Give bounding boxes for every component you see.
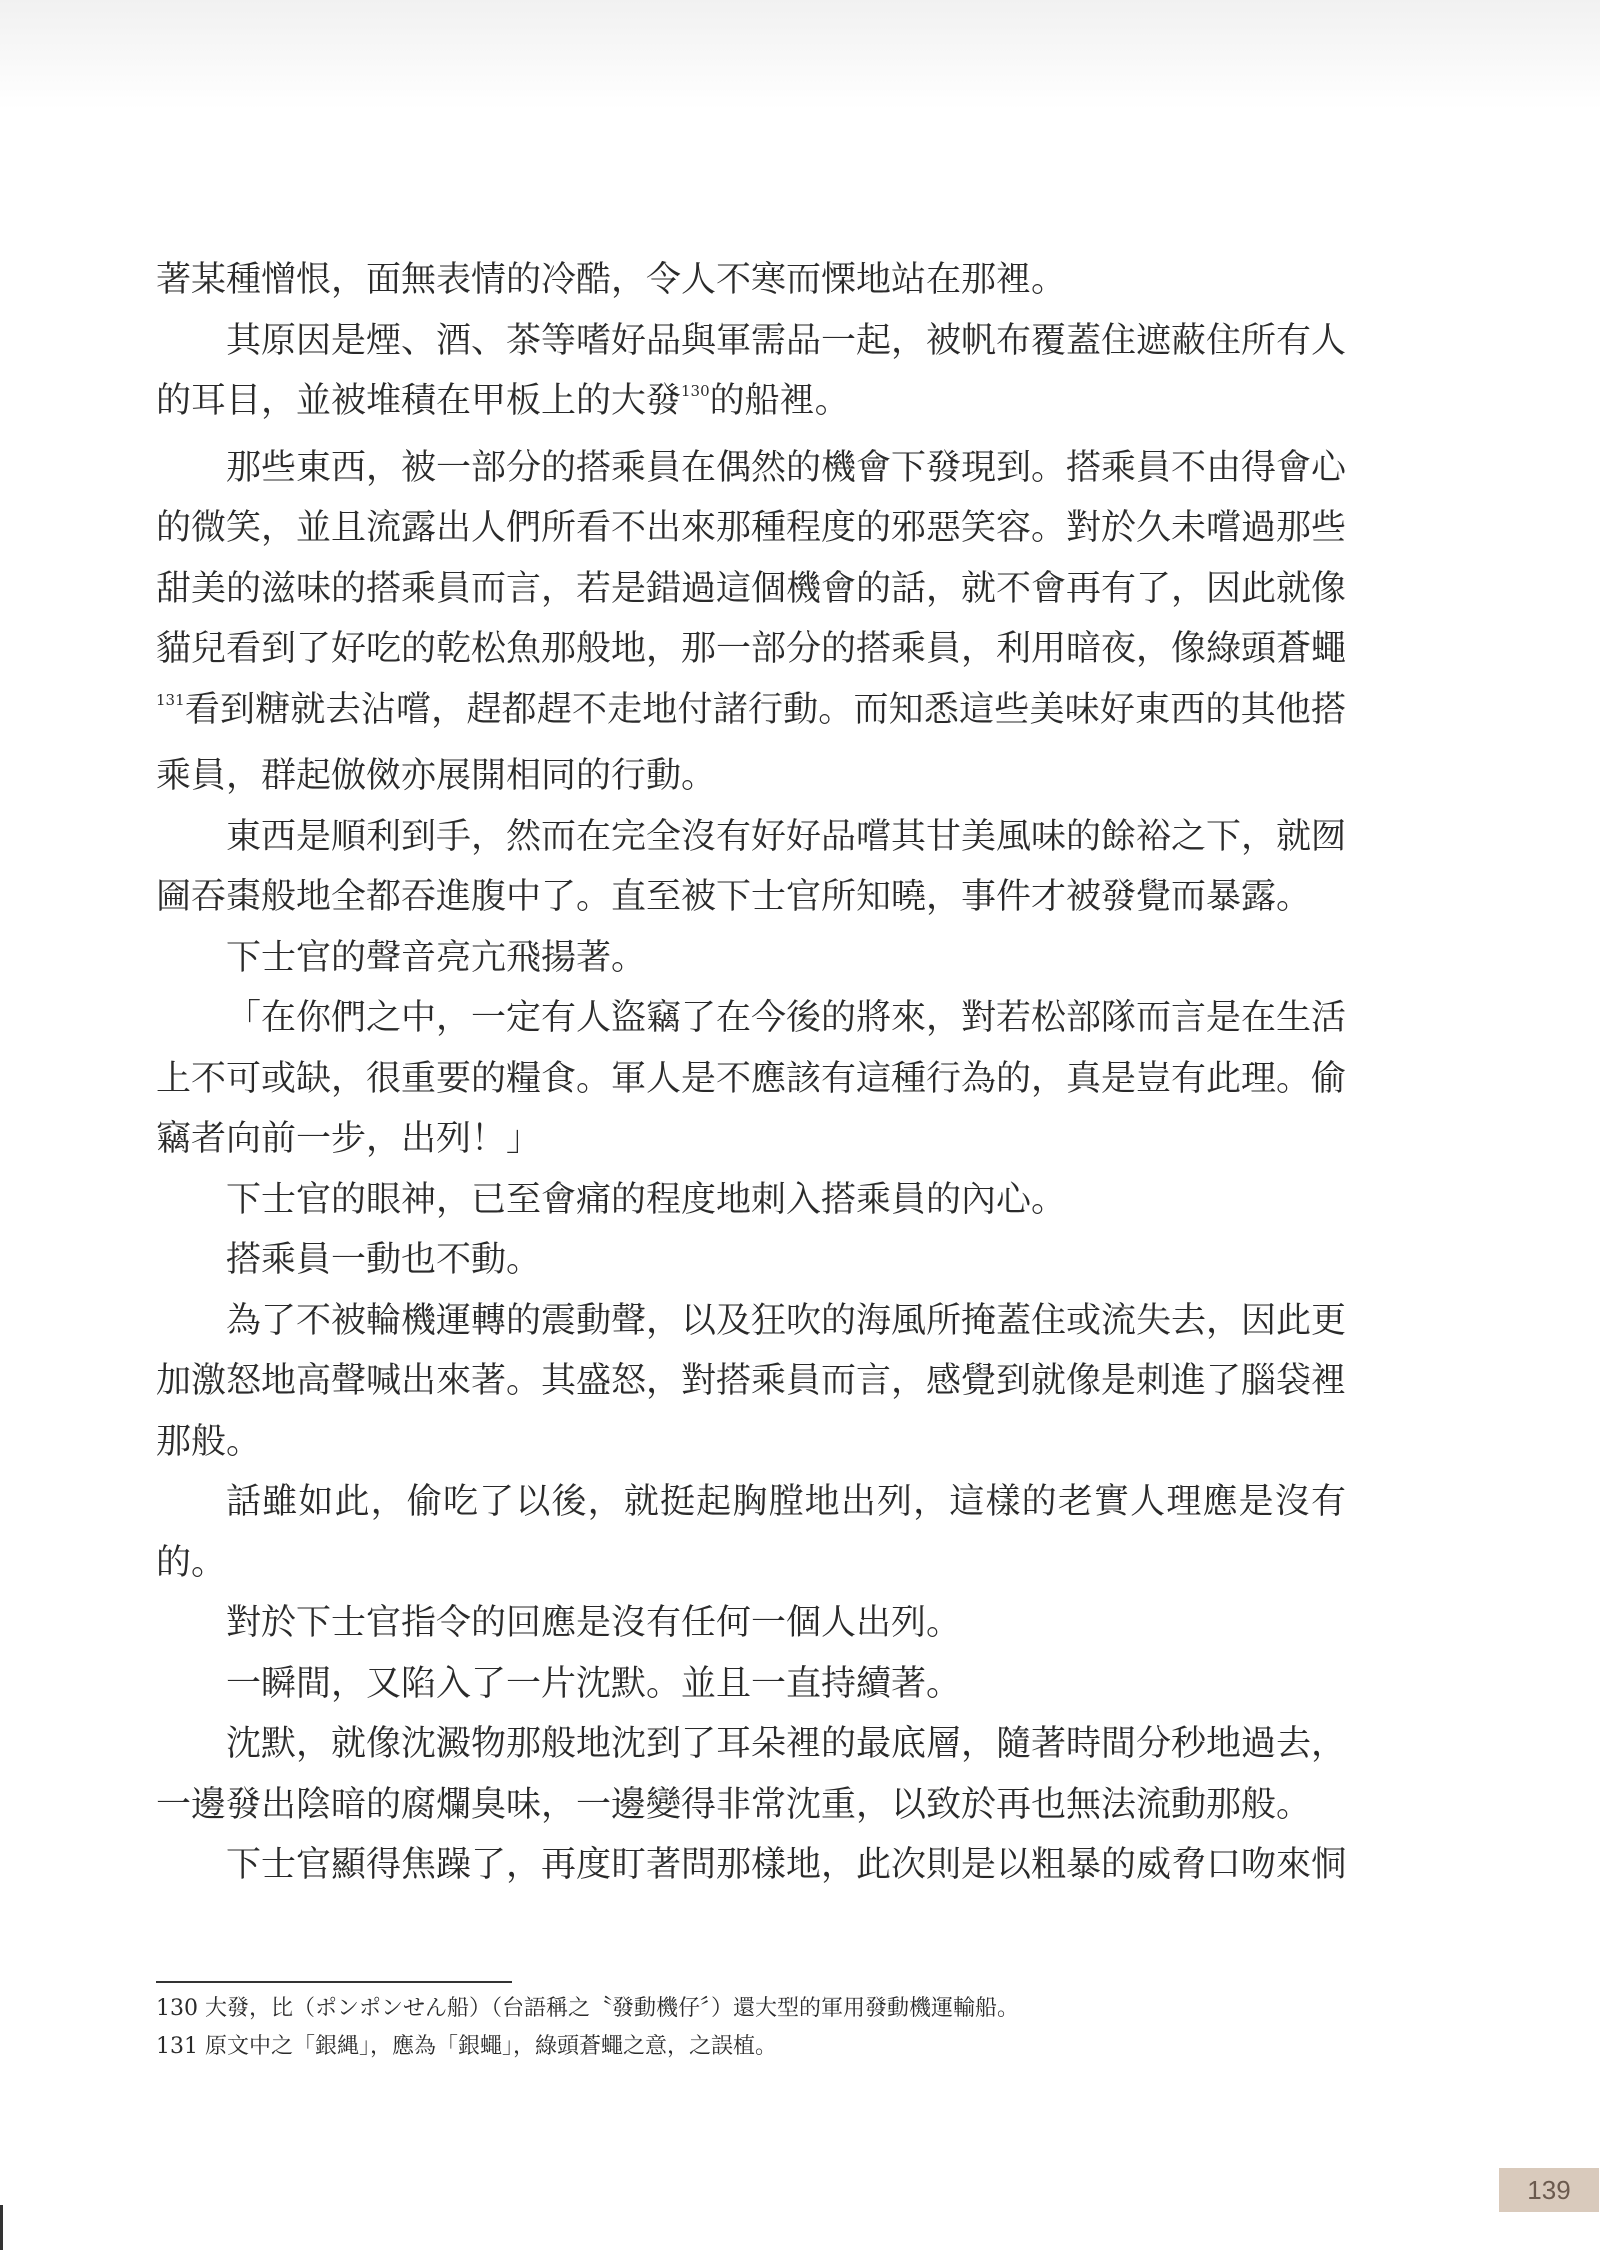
paragraph: 一瞬間，又陷入了一片沈默。並且一直持續著。: [226, 1663, 962, 1704]
body-text: [156, 250, 1346, 1896]
paragraph: 東西是順利到手，然而在完全沒有好好品嚐其甘美風味的餘裕之下，就囫圇吞棗般地全都吞進腹中了。直至被下士官所知曉，事件才被發覺而暴露。: [156, 816, 1347, 917]
footnotes: [156, 1990, 1306, 2066]
footnote-ref-130: 130: [681, 382, 710, 400]
paragraph: 為了不被輪機運轉的震動聲，以及狂吹的海風所掩蓋住或流失去，因此更加激怒地高聲喊出來著。其盛怒，對搭乘員而言，感覺到就像是刺進了腦袋裡那般。: [156, 1300, 1347, 1462]
paragraph: 沈默，就像沈澱物那般地沈到了耳朵裡的最底層，隨著時間分秒地過去，一邊發出陰暗的腐爛臭味，一邊變得非常沈重，以致於再也無法流動那般。: [156, 1724, 1347, 1825]
paragraph: 其原因是煙、酒、茶等嗜好品與軍需品一起，被帆布覆蓋住遮蔽住所有人的耳目，並被堆積在甲板上的大發$^{130}$的船裡。: [156, 320, 1347, 421]
footnote-130: 130 大發，比（ポンポンせん船）（台語稱之〝發動機仔〞）還大型的軍用發動機運輸船。: [156, 1996, 1019, 2021]
paragraph: 下士官顯得焦躁了，再度盯著問那樣地，此次則是以粗暴的威脅口吻來恫: [226, 1845, 1347, 1885]
paragraph: 下士官的聲音亮亢飛揚著。: [226, 937, 647, 978]
margin-mark: [0, 2205, 3, 2250]
paragraph: 著某種憎恨，面無表情的冷酷，令人不寒而慄地站在那裡。: [156, 260, 1067, 300]
paragraph: 「在你們之中，一定有人盜竊了在今後的將來，對若松部隊而言是在生活上不可或缺，很重要的糧食。軍人是不應該有這種行為的，真是豈有此理。偷竊者向前一步，出列！」: [156, 998, 1347, 1159]
paragraph: 話雖如此，偷吃了以後，就挺起胸膛地出列，這樣的老實人理應是沒有的。: [156, 1482, 1346, 1583]
footnote-131: 131 原文中之「銀縄」，應為「銀蠅」，綠頭蒼蠅之意，之誤植。: [156, 2034, 777, 2059]
page-number: 139: [1499, 2168, 1599, 2212]
paragraph: 搭乘員一動也不動。: [226, 1240, 542, 1280]
paragraph: 下士官的眼神，已至會痛的程度地刺入搭乘員的內心。: [226, 1179, 1067, 1220]
paragraph: 那些東西，被一部分的搭乘員在偶然的機會下發現到。搭乘員不由得會心的微笑，並且流露出人們所看不出來那種程度的邪惡笑容。對於久未嚐過那些甜美的滋味的搭乘員而言，若是錯過這個機會的話，就不會再有了，因此就像貓兒看到了好吃的乾松魚那般地，那一部分的搭乘員，利用暗夜，像綠頭蒼蠅$^{131}$看到糖就去沾嚐，趕都趕不走地付諸行動。而知悉這些美味好東西的其他搭乘員，群起倣傚亦展開相同的行動。: [156, 447, 1347, 796]
paragraph: 對於下士官指令的回應是沒有任何一個人出列。: [226, 1603, 962, 1643]
footnote-ref-131: 131: [156, 690, 185, 709]
footnote-divider: [156, 1981, 512, 1983]
page-top-shade: [0, 0, 1600, 110]
